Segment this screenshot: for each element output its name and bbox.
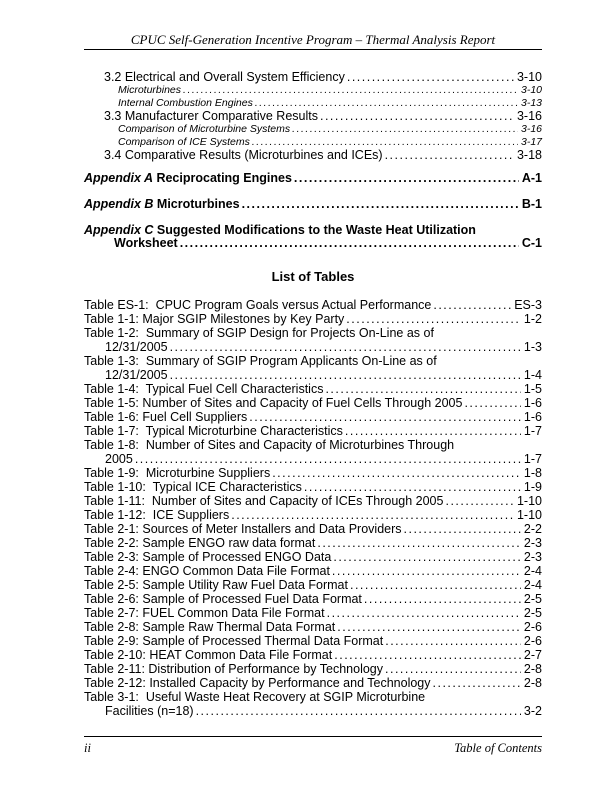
entry-label: Table 1-10: Typical ICE Characteristics [84, 480, 302, 494]
table-entry [84, 536, 542, 550]
entry-label: Table 1-7: Typical Microturbine Characteristics [84, 424, 343, 438]
page-number: 1-3 [523, 340, 542, 354]
page-number: 3-10 [516, 70, 542, 84]
table-entry [84, 550, 542, 564]
entry-label: Table 1-5: Number of Sites and Capacity of Fuel Cells Through 2005 [84, 396, 463, 410]
page-number: 3-17 [520, 136, 542, 148]
table-entry [84, 690, 542, 704]
page-number: 2-3 [523, 550, 542, 564]
page-number: 2-6 [523, 634, 542, 648]
page-number: 1-10 [516, 494, 542, 508]
table-entry [84, 606, 542, 620]
dot-leader [170, 368, 521, 382]
page-number: 2-7 [523, 648, 542, 662]
table-of-contents [84, 71, 542, 718]
appendix-entry-continuation [84, 237, 542, 250]
table-entry-continuation [84, 704, 542, 718]
entry-label: Table 1-4: Typical Fuel Cell Characteristics [84, 382, 324, 396]
page-number: 1-9 [523, 480, 542, 494]
page-number: C-1 [521, 236, 542, 250]
table-entry [84, 480, 542, 494]
dot-leader [183, 84, 518, 97]
table-entry [84, 424, 542, 438]
page-number: 3-16 [516, 109, 542, 123]
header-title: CPUC Self-Generation Incentive Program – Thermal Analysis Report [130, 32, 496, 47]
table-entry [84, 354, 542, 368]
entry-label: Suggested Modifications to the Waste Heat Utilization [153, 223, 476, 237]
table-entry [84, 508, 542, 522]
entry-label: Table 3-1: Useful Waste Heat Recovery at SGIP Microturbine [84, 690, 426, 704]
entry-label: Table 2-10: HEAT Common Data File Format [84, 648, 333, 662]
entry-label: 12/31/2005 [105, 340, 168, 354]
dot-leader [364, 592, 521, 606]
dot-leader [404, 522, 521, 536]
dot-leader [317, 536, 521, 550]
entry-label: Worksheet [114, 236, 178, 250]
page-number: 1-6 [523, 396, 542, 410]
page-number: 2-8 [523, 662, 542, 676]
entry-label: Table 2-1: Sources of Meter Installers and Data Providers [84, 522, 402, 536]
dot-leader [320, 110, 514, 123]
table-entry [84, 564, 542, 578]
entry-label: 12/31/2005 [105, 368, 168, 382]
dot-leader [433, 298, 511, 312]
page-number: 3-2 [523, 704, 542, 718]
dot-leader [337, 620, 521, 634]
entry-label: 3.4 Comparative Results (Microturbines and ICEs) [104, 148, 383, 162]
page-number: 3-16 [520, 123, 542, 135]
entry-label: Internal Combustion Engines [118, 97, 253, 109]
table-entry-continuation [84, 368, 542, 382]
entry-label: Table 2-7: FUEL Common Data File Format [84, 606, 325, 620]
entry-label: Facilities (n=18) [105, 704, 194, 718]
dot-leader [325, 382, 520, 396]
entry-label: Table 2-12: Installed Capacity by Performance and Technology [84, 676, 431, 690]
page-footer [84, 736, 542, 755]
dot-leader [347, 71, 514, 84]
page-header [84, 32, 542, 50]
dot-leader [231, 508, 514, 522]
table-entry [84, 634, 542, 648]
appendix-prefix: Appendix C [84, 223, 154, 237]
page-number: 2-8 [523, 676, 542, 690]
entry-label: Table 1-3: Summary of SGIP Program Applicants On-Line as of [84, 354, 437, 368]
table-entry [84, 312, 542, 326]
dot-leader [242, 198, 519, 211]
page-number: 1-6 [523, 410, 542, 424]
dot-leader [464, 396, 520, 410]
dot-leader [272, 466, 521, 480]
page-number: 3-10 [520, 84, 542, 96]
table-entry [84, 466, 542, 480]
entry-label: 3.3 Manufacturer Comparative Results [104, 109, 318, 123]
entry-label: Table 1-9: Microturbine Suppliers [84, 466, 271, 480]
page-number: 1-7 [523, 452, 542, 466]
dot-leader [333, 550, 521, 564]
entry-label: Table 2-6: Sample of Processed Fuel Data Format [84, 592, 362, 606]
entry-label: Reciprocating Engines [152, 171, 292, 185]
dot-leader [327, 606, 521, 620]
toc-subentry [84, 84, 542, 97]
dot-leader [180, 237, 519, 250]
table-entry [84, 326, 542, 340]
dot-leader [304, 480, 521, 494]
toc-appendix-list [84, 172, 542, 250]
dot-leader [294, 172, 519, 185]
appendix-entry [84, 198, 542, 211]
page-number: 1-4 [523, 368, 542, 382]
entry-label: Table 1-2: Summary of SGIP Design for Projects On-Line as of [84, 326, 434, 340]
table-entry [84, 662, 542, 676]
page-number: 2-5 [523, 606, 542, 620]
table-entry [84, 592, 542, 606]
footer-section-label: Table of Contents [454, 741, 542, 755]
entry-label: 3.2 Electrical and Overall System Efficiency [104, 70, 345, 84]
page-number: 2-3 [523, 536, 542, 550]
entry-label: Table 2-2: Sample ENGO raw data format [84, 536, 316, 550]
entry-label: Comparison of Microturbine Systems [118, 123, 291, 135]
page-number: 1-8 [523, 466, 542, 480]
entry-label: Table 2-5: Sample Utility Raw Fuel Data Format [84, 578, 348, 592]
entry-label: Table 2-3: Sample of Processed ENGO Data [84, 550, 332, 564]
page-number: 2-6 [523, 620, 542, 634]
table-entry [84, 620, 542, 634]
dot-leader [170, 340, 521, 354]
entry-label: 2005 [105, 452, 133, 466]
dot-leader [385, 634, 521, 648]
entry-label: Table 2-8: Sample Raw Thermal Data Format [84, 620, 336, 634]
entry-label: Table 1-1: Major SGIP Milestones by Key Party [84, 312, 345, 326]
dot-leader [292, 123, 518, 136]
dot-leader [385, 149, 514, 162]
entry-label: Table 1-6: Fuel Cell Suppliers [84, 410, 248, 424]
dot-leader [445, 494, 514, 508]
table-entry [84, 648, 542, 662]
appendix-prefix: Appendix A [84, 171, 153, 185]
entry-label: Comparison of ICE Systems [118, 136, 250, 148]
page-number: 2-4 [523, 564, 542, 578]
dot-leader [135, 452, 521, 466]
dot-leader [249, 410, 521, 424]
entry-label: Microturbines [118, 84, 182, 96]
entry-label: Table 1-11: Number of Sites and Capacity of ICEs Through 2005 [84, 494, 444, 508]
table-entry [84, 438, 542, 452]
page-number: 1-5 [523, 382, 542, 396]
page-number: 2-2 [523, 522, 542, 536]
appendix-entry [84, 172, 542, 185]
appendix-prefix: Appendix B [84, 197, 154, 211]
dot-leader [334, 648, 521, 662]
entry-label: Table 2-9: Sample of Processed Thermal Data Format [84, 634, 384, 648]
page-number: 2-4 [523, 578, 542, 592]
page-number: B-1 [521, 197, 542, 211]
dot-leader [385, 662, 521, 676]
table-entry [84, 578, 542, 592]
table-entry [84, 494, 542, 508]
page-number: 2-5 [523, 592, 542, 606]
table-entry [84, 298, 542, 312]
page-number: 3-18 [516, 148, 542, 162]
page-number: 1-10 [516, 508, 542, 522]
page-number: 3-13 [520, 97, 542, 109]
dot-leader [346, 312, 521, 326]
dot-leader [332, 564, 521, 578]
toc-entry [84, 110, 542, 123]
table-entry-continuation [84, 340, 542, 354]
table-entry-continuation [84, 452, 542, 466]
entry-label: Table 2-4: ENGO Common Data File Format [84, 564, 330, 578]
entry-label: Microturbines [153, 197, 240, 211]
list-of-tables-heading: List of Tables [271, 269, 355, 284]
table-entry [84, 396, 542, 410]
entry-label: Table 1-12: ICE Suppliers [84, 508, 230, 522]
entry-label: Table 2-11: Distribution of Performance by Technology [84, 662, 384, 676]
table-entry [84, 410, 542, 424]
page-number: 1-7 [523, 424, 542, 438]
toc-subentry [84, 123, 542, 136]
page-number: 1-2 [523, 312, 542, 326]
page-number: A-1 [521, 171, 542, 185]
table-entry [84, 522, 542, 536]
list-of-tables-entries [84, 298, 542, 718]
dot-leader [345, 424, 521, 438]
table-entry [84, 382, 542, 396]
entry-label: Table ES-1: CPUC Program Goals versus Actual Performance [84, 298, 432, 312]
dot-leader [350, 578, 521, 592]
toc-entry [84, 149, 542, 162]
page-number: ES-3 [514, 298, 542, 312]
dot-leader [196, 704, 521, 718]
toc-entry [84, 71, 542, 84]
table-entry [84, 676, 542, 690]
entry-label: Table 1-8: Number of Sites and Capacity of Microturbines Through [84, 438, 455, 452]
toc-section-list [84, 71, 542, 162]
dot-leader [433, 676, 521, 690]
footer-page-number: ii [84, 741, 91, 755]
